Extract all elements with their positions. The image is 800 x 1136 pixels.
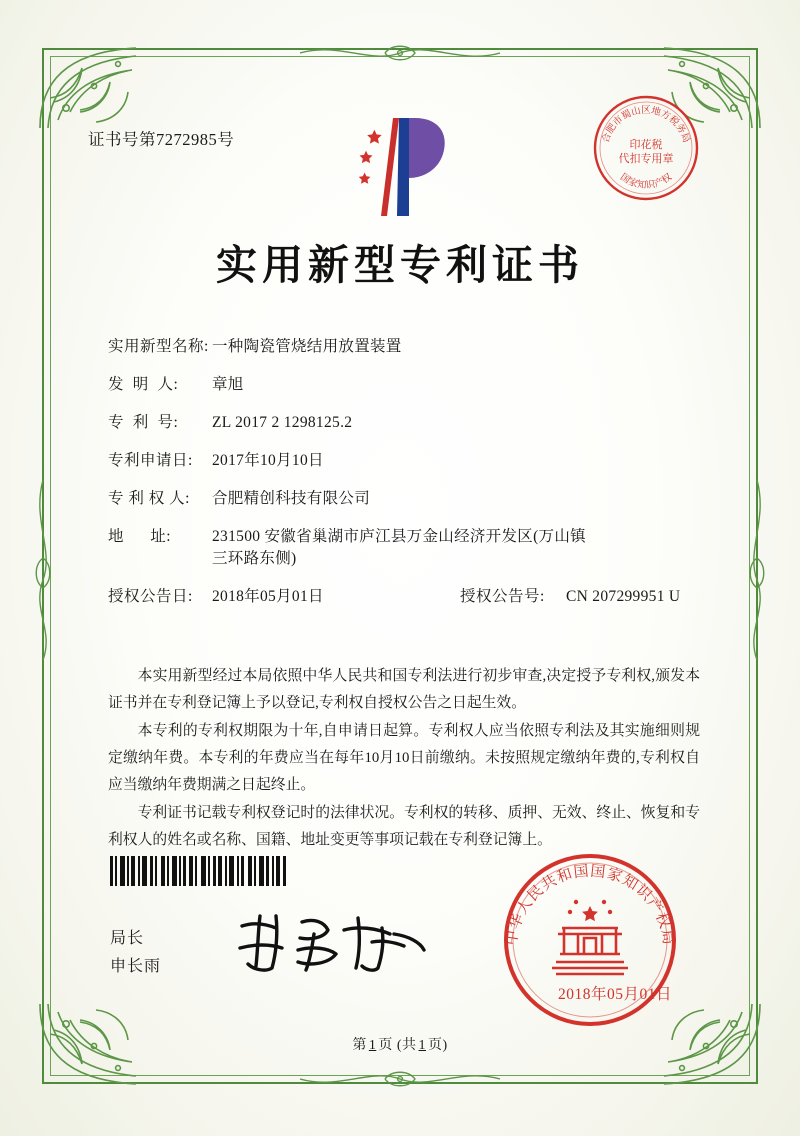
barcode [110, 856, 314, 886]
handwritten-signature-icon [232, 908, 432, 978]
field-label: 授权公告日: [108, 588, 193, 606]
field-label: 实用新型名称: [108, 338, 209, 355]
field-value: 章旭 [212, 376, 244, 394]
svg-text:国家知识产权: 国家知识产权 [617, 171, 675, 192]
footer-total-pages: 1 [418, 1038, 426, 1053]
field-inventor [108, 376, 704, 393]
field-value [212, 528, 704, 567]
svg-text:合肥市蜀山区地方税务局: 合肥市蜀山区地方税务局 [600, 105, 692, 145]
field-value: ZL 2017 2 1298125.2 [212, 414, 353, 432]
address-line-2: 三环路东侧) [212, 550, 297, 568]
footer-middle: 页 (共 [378, 1038, 417, 1053]
paragraph-2: 本专利的专利权期限为十年,自申请日起算。专利权人应当依照专利法及其实施细则规定缴纳年费。本专利的年费应当在每年10月10日前缴纳。未按照规定缴纳年费的,专利权自应当缴纳年费期满之日起终止。 [108, 722, 700, 794]
svg-text:代扣专用章: 代扣专用章 [618, 152, 674, 165]
address-line-1: 231500 安徽省巢湖市庐江县万金山经济开发区(万山镇 [212, 528, 586, 546]
field-label: 授权公告号: [460, 588, 545, 606]
paragraph-3: 专利证书记载专利权登记时的法律状况。专利权的转移、质押、无效、终止、恢复和专利权人的姓名或名称、国籍、地址变更等事项记载在专利登记簿上。 [108, 804, 700, 849]
field-value: 一种陶瓷管烧结用放置装置 [212, 338, 402, 355]
footer-current-page: 1 [368, 1038, 377, 1053]
field-announcement-date [108, 588, 460, 605]
svg-text:印花税: 印花税 [629, 138, 663, 151]
legal-body-text [108, 663, 700, 855]
field-address [108, 528, 704, 567]
field-value: 2018年05月01日 [212, 588, 324, 606]
field-announcement-row [108, 588, 704, 605]
paragraph-1: 本实用新型经过本局依照中华人民共和国专利法进行初步审查,决定授予专利权,颁发本证书并在专利登记簿上予以登记,专利权自授权公告之日起生效。 [108, 668, 700, 712]
director-title: 局长 [110, 930, 145, 947]
field-label: 专 利 权 人: [108, 490, 190, 508]
field-patentee [108, 490, 704, 507]
field-label: 专利申请日: [108, 452, 193, 470]
field-label: 专 利 号: [108, 414, 179, 432]
svg-text:中华人民共和国国家知识产权局: 中华人民共和国国家知识产权局 [501, 861, 679, 947]
director-signature-labels [110, 925, 161, 981]
footer-suffix: 页) [428, 1038, 448, 1053]
page-footer [0, 1034, 800, 1054]
patent-office-logo [341, 112, 461, 222]
field-value: CN 207299951 U [566, 588, 681, 606]
field-application-date [108, 452, 704, 469]
director-name: 申长雨 [110, 958, 162, 975]
certificate-fields [108, 338, 704, 609]
field-announcement-number [460, 588, 704, 605]
certificate-number: 证书号第7272985号 [88, 130, 235, 149]
field-label: 地 址: [108, 528, 172, 546]
field-utility-model-name [108, 338, 704, 355]
field-patent-number [108, 414, 704, 431]
footer-prefix: 第 [352, 1038, 367, 1053]
field-label: 发 明 人: [108, 376, 179, 394]
field-value: 2017年10月10日 [212, 452, 324, 470]
stamp-duty-seal [590, 92, 702, 204]
seal-date: 2018年05月01日 [557, 986, 672, 1003]
page-title: 实用新型专利证书 [216, 241, 584, 289]
field-value: 合肥精创科技有限公司 [212, 490, 371, 508]
